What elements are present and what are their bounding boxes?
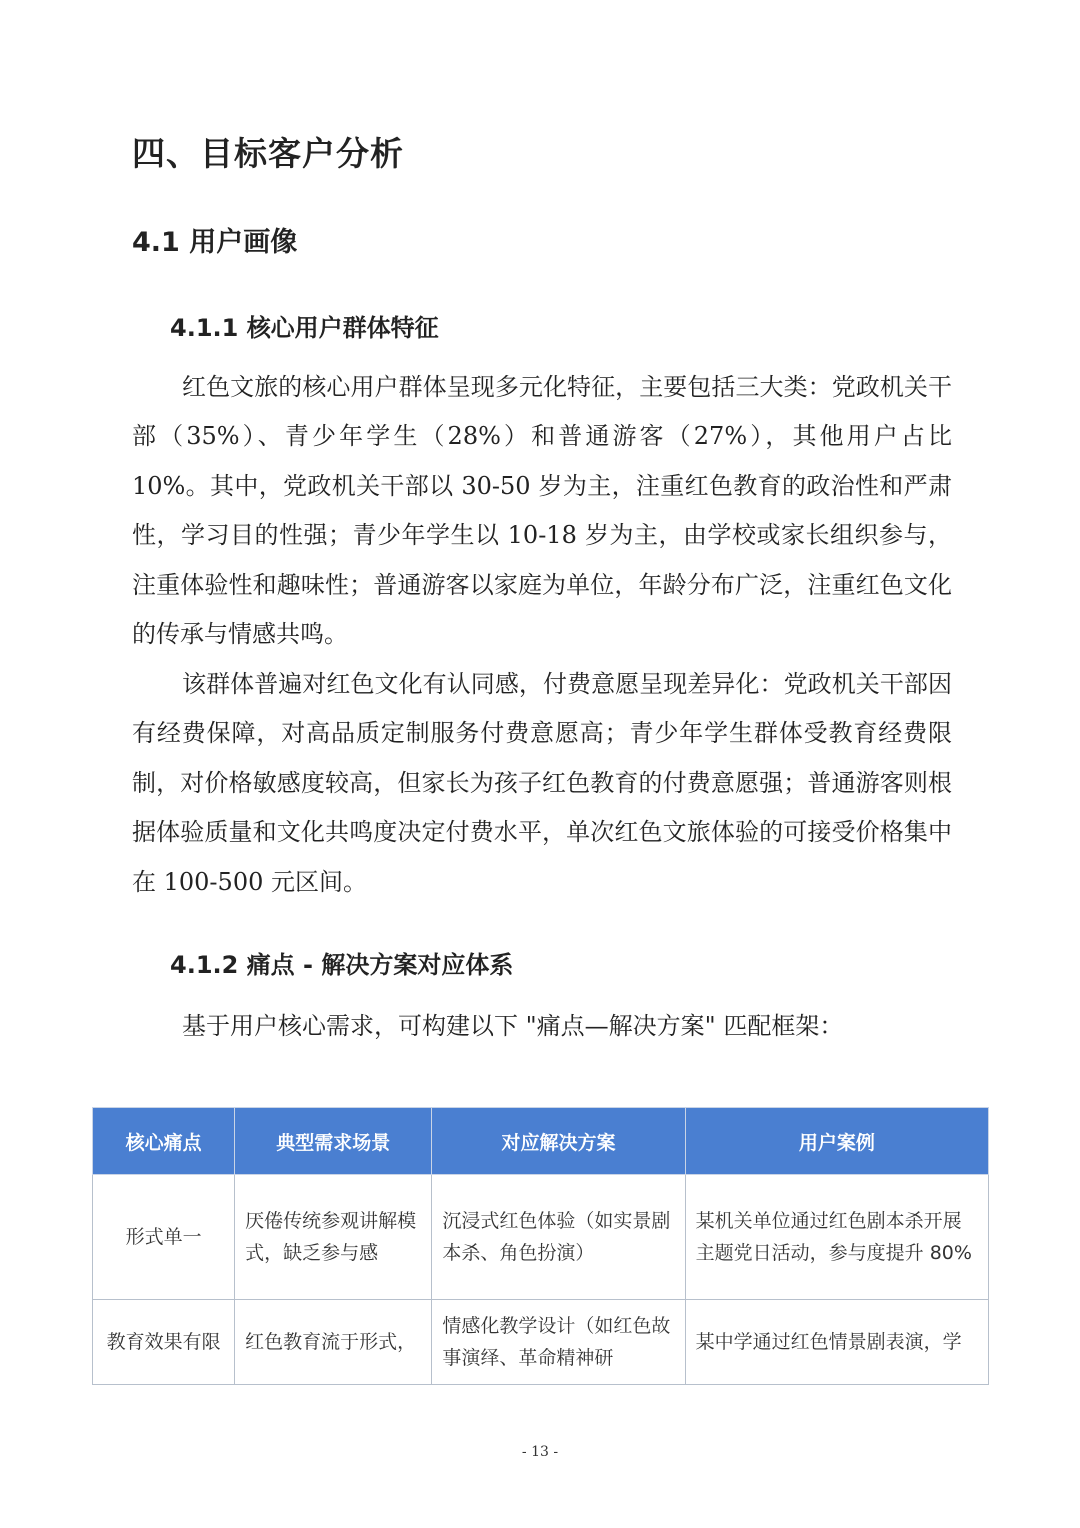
header-case: 用户案例 <box>685 1108 988 1175</box>
cell-solution: 沉浸式红色体验（如实景剧本杀、角色扮演） <box>432 1175 685 1300</box>
chapter-heading: 四、目标客户分析 <box>132 134 404 173</box>
subsection-heading-core-users: 4.1.1 核心用户群体特征 <box>170 314 439 342</box>
cell-scenario: 红色教育流于形式， <box>235 1300 432 1385</box>
table-header-row <box>93 1108 989 1175</box>
cell-pain-point: 教育效果有限 <box>93 1300 235 1385</box>
paragraph-framework-intro: 基于用户核心需求，可构建以下 "痛点—解决方案" 匹配框架： <box>182 1012 844 1040</box>
cell-solution: 情感化教学设计（如红色故事演绎、革命精神研 <box>432 1300 685 1385</box>
cell-pain-point: 形式单一 <box>93 1175 235 1300</box>
cell-case: 某中学通过红色情景剧表演，学 <box>685 1300 988 1385</box>
table-row <box>93 1175 989 1300</box>
paragraph-payment-willingness: 该群体普遍对红色文化有认同感，付费意愿呈现差异化：党政机关干部因有经费保障，对高品质定制服务付费意愿高；青少年学生群体受教育经费限制，对价格敏感度较高，但家长为孩子红色教育的付费意愿强；普通游客则根据体验质量和文化共鸣度决定付费水平，单次红色文旅体验的可接受价格集中在 100-500 元区间。 <box>132 670 952 896</box>
header-solution: 对应解决方案 <box>432 1108 685 1175</box>
subsection-heading-pain-points: 4.1.2 痛点 - 解决方案对应体系 <box>170 951 514 979</box>
paragraph-user-groups: 红色文旅的核心用户群体呈现多元化特征，主要包括三大类：党政机关干部（35%）、青少年学生（28%）和普通游客（27%），其他用户占比 10%。其中，党政机关干部以 30-50 岁为主，注重红色教育的政治性和严肃性，学习目的性强；青少年学生以 10-18 岁为主，由学校或家长组织参与，注重体验性和趣味性；普通游客以家庭为单位，年龄分布广泛，注重红色文化的传承与情感共鸣。 <box>132 373 952 649</box>
header-scenario: 典型需求场景 <box>235 1108 432 1175</box>
table-row <box>93 1300 989 1385</box>
header-pain-point: 核心痛点 <box>93 1108 235 1175</box>
page-number: - 13 - <box>521 1444 559 1460</box>
cell-scenario: 厌倦传统参观讲解模式，缺乏参与感 <box>235 1175 432 1300</box>
pain-point-solution-table <box>92 1107 989 1385</box>
section-heading: 4.1 用户画像 <box>132 227 298 258</box>
cell-case: 某机关单位通过红色剧本杀开展主题党日活动，参与度提升 80% <box>685 1175 988 1300</box>
